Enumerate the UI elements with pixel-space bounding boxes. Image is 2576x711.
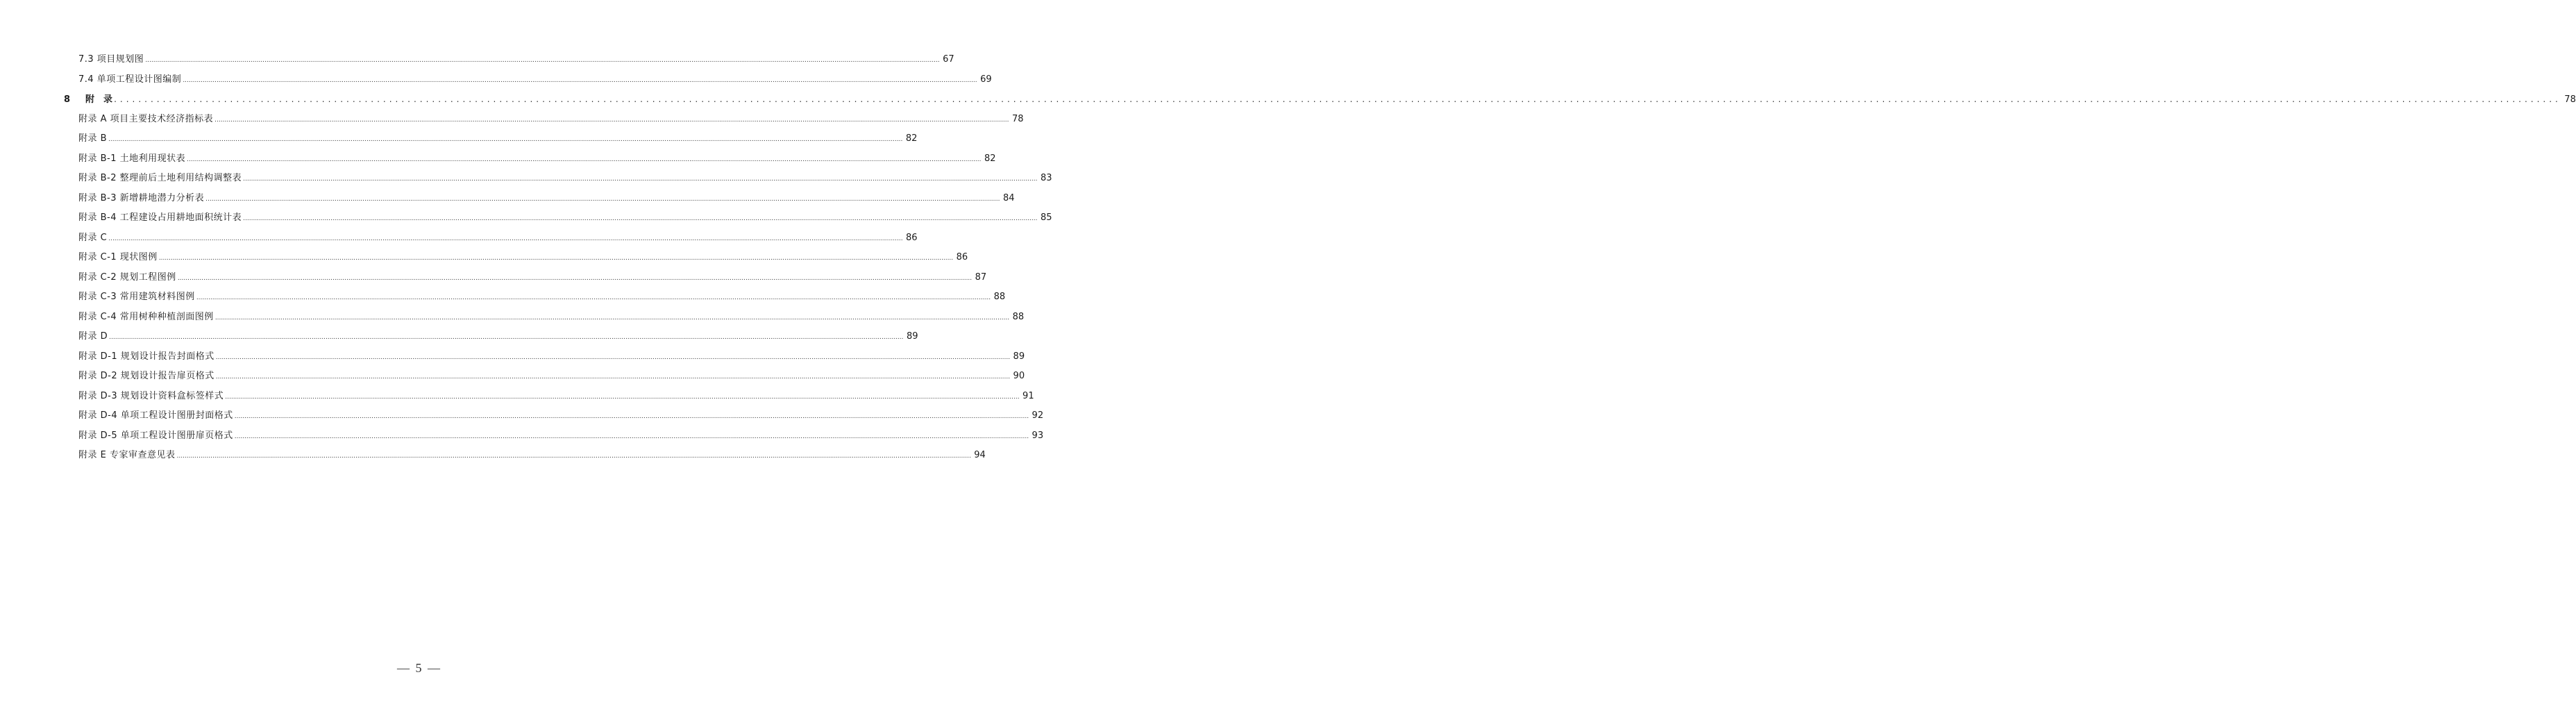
- toc-entry[interactable]: [78, 131, 918, 147]
- toc-dot-leader: ................................................................................................................................................................................................................................................................................................................................................................................................................: [108, 235, 903, 242]
- toc-page-number: 84: [1002, 193, 1015, 203]
- toc-page-number: 92: [1032, 410, 1044, 421]
- toc-dot-leader: ................................................................................................................................................................................................................................................................................................................................................................................................................: [215, 374, 1011, 380]
- page-number: — 5 —: [397, 661, 441, 675]
- toc-entry[interactable]: [78, 428, 1044, 444]
- toc-entry[interactable]: [78, 191, 1015, 206]
- toc-entry-label: 附录 D-4 单项工程设计图册封面格式: [78, 410, 233, 421]
- toc-page-number: 82: [984, 153, 996, 164]
- toc-entry-label: 7.4 单项工程设计图编制: [78, 74, 182, 85]
- toc-entry[interactable]: [78, 329, 918, 344]
- toc-entry[interactable]: [78, 448, 986, 463]
- toc-chapter-number: 8: [64, 94, 71, 105]
- toc-entry-label: 附录 D-5 单项工程设计图册扉页格式: [78, 430, 233, 441]
- toc-dot-leader: ................................................................................................................................................................................................................................................................................................................................................................................................................: [187, 156, 982, 163]
- toc-page-number: 82: [905, 133, 918, 144]
- toc-dot-leader: ................................................................................................................................................................................................................................................................................................................................................................................................................: [145, 57, 940, 64]
- toc-dot-leader: ................................................................................................................................................................................................................................................................................................................................................................................................................: [196, 294, 991, 301]
- toc-page-number: 86: [906, 233, 918, 243]
- toc-page-number: 87: [975, 272, 987, 283]
- toc-dot-leader: ................................................................................................................................................................................................................................................................................................................................................................................................................: [114, 94, 2561, 104]
- toc-entry-label: 附录 C-1 现状图例: [78, 252, 158, 262]
- toc-dot-leader: ................................................................................................................................................................................................................................................................................................................................................................................................................: [214, 315, 1010, 321]
- toc-page-number: 89: [1013, 351, 1025, 362]
- toc-entry[interactable]: [78, 231, 918, 246]
- toc-entry-label: 附录 E 专家审查意见表: [78, 450, 176, 460]
- toc-entry[interactable]: [78, 151, 996, 167]
- toc-entry-label: 附录 C-2 规划工程图例: [78, 272, 176, 283]
- toc-entry-label: 附录 B: [78, 133, 108, 144]
- toc-page-number: 88: [1012, 312, 1025, 322]
- toc-page-number: 94: [974, 450, 986, 460]
- toc-entry[interactable]: [78, 171, 1052, 186]
- toc-entry-label: 附录 A 项目主要技术经济指标表: [78, 114, 214, 124]
- toc-page-number: 91: [1022, 391, 1034, 401]
- toc-entry-label: 附录 D: [78, 331, 108, 342]
- toc-page-number: 69: [980, 74, 992, 85]
- toc-dot-leader: ................................................................................................................................................................................................................................................................................................................................................................................................................: [243, 215, 1038, 222]
- toc-dot-leader: ................................................................................................................................................................................................................................................................................................................................................................................................................: [205, 196, 1000, 203]
- toc-entry[interactable]: [78, 310, 1025, 325]
- toc-chapter-entry[interactable]: [64, 92, 2576, 107]
- toc-entry-label: [64, 92, 112, 108]
- toc-page-number: 88: [993, 292, 1006, 302]
- toc-entry[interactable]: [78, 270, 987, 285]
- toc-page-number: 89: [906, 331, 918, 342]
- toc-entry[interactable]: [78, 349, 1025, 365]
- toc-entry-label: 附录 D-1 规划设计报告封面格式: [78, 351, 214, 362]
- toc-page-number: 85: [1040, 212, 1052, 223]
- toc-entry[interactable]: [78, 408, 1044, 424]
- toc-entry[interactable]: [78, 389, 1034, 404]
- toc-dot-leader: ................................................................................................................................................................................................................................................................................................................................................................................................................: [109, 334, 904, 341]
- toc-entry-label: 附录 C-4 常用树种种植剖面图例: [78, 312, 214, 322]
- toc-entry-label: 7.3 项目规划图: [78, 54, 144, 65]
- toc-entry[interactable]: [78, 210, 1052, 226]
- toc-entry-label: 附录 B-3 新增耕地潜力分析表: [78, 193, 205, 203]
- toc-page-number: 67: [943, 54, 954, 65]
- toc-entry[interactable]: [78, 52, 954, 67]
- toc-entry-label: 附录 B-2 整理前后土地利用结构调整表: [78, 173, 242, 183]
- toc-page-number: 78: [1011, 114, 1024, 124]
- toc-dot-leader: ................................................................................................................................................................................................................................................................................................................................................................................................................: [183, 77, 977, 84]
- toc-entry[interactable]: [78, 72, 992, 87]
- toc-entry[interactable]: [78, 250, 968, 265]
- toc-dot-leader: ................................................................................................................................................................................................................................................................................................................................................................................................................: [234, 433, 1029, 440]
- toc-entry-label: 附录 B-4 工程建设占用耕地面积统计表: [78, 212, 242, 223]
- toc-entry-label: 附录 B-1 土地利用现状表: [78, 153, 186, 164]
- toc-entry-label: 附录 D-2 规划设计报告扉页格式: [78, 371, 214, 381]
- toc-entry[interactable]: [78, 290, 1006, 305]
- toc-page-number: 90: [1013, 371, 1025, 381]
- toc-page-number: 93: [1032, 430, 1044, 441]
- toc-page-number: 86: [956, 252, 968, 262]
- toc-dot-leader: ................................................................................................................................................................................................................................................................................................................................................................................................................: [108, 136, 903, 143]
- toc-entry[interactable]: [78, 112, 1024, 127]
- toc-dot-leader: ................................................................................................................................................................................................................................................................................................................................................................................................................: [176, 453, 971, 460]
- toc-entry[interactable]: [78, 369, 1025, 384]
- toc-entry-label: 附录 C-3 常用建筑材料图例: [78, 292, 195, 302]
- toc-dot-leader: ................................................................................................................................................................................................................................................................................................................................................................................................................: [214, 117, 1009, 124]
- toc-dot-leader: ................................................................................................................................................................................................................................................................................................................................................................................................................: [243, 176, 1038, 183]
- toc-dot-leader: ................................................................................................................................................................................................................................................................................................................................................................................................................: [215, 354, 1011, 361]
- toc-entry-label: 附录 D-3 规划设计资料盒标签样式: [78, 391, 224, 401]
- toc-dot-leader: ................................................................................................................................................................................................................................................................................................................................................................................................................: [225, 394, 1020, 401]
- toc-page-number: 78: [2564, 94, 2576, 105]
- toc-entry-label: 附录 C: [78, 233, 108, 243]
- toc-dot-leader: ................................................................................................................................................................................................................................................................................................................................................................................................................: [177, 275, 973, 282]
- toc-dot-leader: ................................................................................................................................................................................................................................................................................................................................................................................................................: [158, 255, 954, 262]
- toc-chapter-title: 附 录: [85, 94, 113, 105]
- toc-dot-leader: ................................................................................................................................................................................................................................................................................................................................................................................................................: [234, 413, 1029, 420]
- toc-page-number: 83: [1040, 173, 1052, 183]
